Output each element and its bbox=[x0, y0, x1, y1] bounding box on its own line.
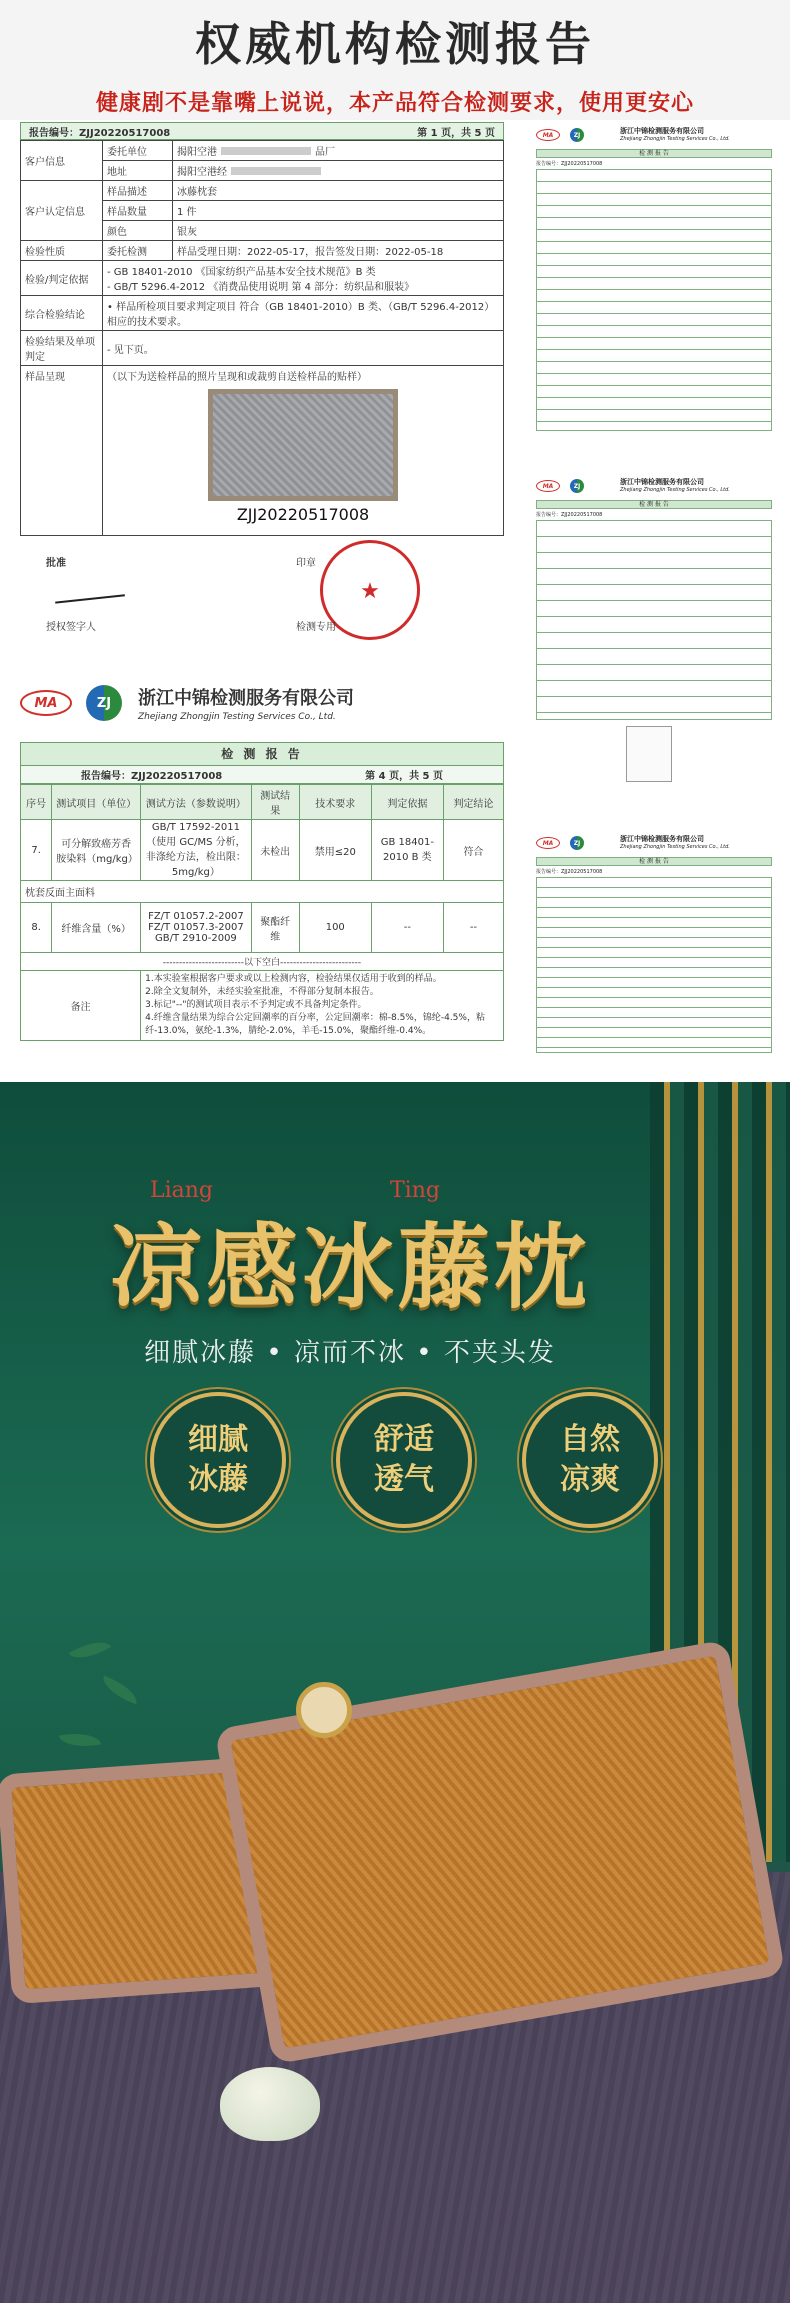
sample-desc-key: 样品描述 bbox=[103, 181, 173, 201]
remarks-row bbox=[21, 971, 504, 1041]
cell: FZ/T 01057.2-2007 FZ/T 01057.3-2007 GB/T 2910-2009 bbox=[141, 903, 252, 953]
mini-report-a bbox=[536, 124, 772, 444]
cell: 100 bbox=[299, 903, 371, 953]
sample-color-value: 银灰 bbox=[173, 221, 504, 241]
sample-color-key: 颜色 bbox=[103, 221, 173, 241]
leaf-decoration bbox=[59, 1729, 101, 1752]
mini-table bbox=[536, 169, 772, 431]
cma-logo-icon: MA bbox=[536, 837, 560, 849]
report-letterhead bbox=[20, 680, 504, 726]
section-label: 枕套反面主面料 bbox=[21, 881, 504, 903]
report-info-table bbox=[20, 140, 504, 536]
mini-report-no: 报告编号：ZJJ20220517008 bbox=[536, 161, 603, 167]
mini-report-no: 报告编号：ZJJ20220517008 bbox=[536, 512, 603, 518]
cell: GB/T 17592-2011（使用 GC/MS 分析，非涤纶方法，检出限：5mg/kg） bbox=[141, 820, 252, 881]
report-number: 报告编号：ZJJ20220517008 bbox=[29, 127, 171, 139]
page-subtitle: 健康剧不是靠嘴上说说，本产品符合检测要求，使用更安心 bbox=[95, 91, 694, 116]
mini-label-image bbox=[626, 726, 672, 782]
report-page-1 bbox=[20, 122, 504, 633]
leaf-decoration bbox=[69, 1633, 112, 1667]
col-header: 测试方法（参数说明） bbox=[141, 785, 252, 820]
dates: 样品受理日期：2022-05-17，报告签发日期：2022-05-18 bbox=[173, 241, 504, 261]
results-header-row bbox=[21, 785, 504, 820]
conclusion-text: • 样品所检项目要求判定项目 符合（GB 18401-2010）B 类、（GB/T 5296.4-2012）相应的技术要求。 bbox=[103, 296, 504, 331]
sample-cell bbox=[103, 366, 504, 536]
basis-label: 检验/判定依据 bbox=[21, 261, 103, 296]
address-key: 地址 bbox=[103, 161, 173, 181]
cma-logo-icon: MA bbox=[536, 129, 560, 141]
conclusion-label: 综合检验结论 bbox=[21, 296, 103, 331]
mini-letterhead bbox=[536, 124, 772, 146]
banner-title: 凉感冰藤枕 bbox=[109, 1214, 590, 1321]
mini-company: 浙江中锦检测服务有限公司 Zhejiang Zhongjin Testing Services Co., Ltd. bbox=[620, 835, 730, 850]
cell: 未检出 bbox=[251, 820, 299, 881]
report-band: 检 测 报 告 bbox=[20, 742, 504, 766]
mini-letterhead bbox=[536, 475, 772, 497]
client-info-label: 客户信息 bbox=[21, 141, 103, 181]
mini-band: 检 测 报 告 bbox=[536, 149, 772, 158]
mini-band: 检 测 报 告 bbox=[536, 857, 772, 866]
sample-desc-value: 冰藤枕套 bbox=[173, 181, 504, 201]
mini-report-b bbox=[536, 475, 772, 795]
mini-table bbox=[536, 877, 772, 1053]
page-title: 权威机构检测报告 bbox=[195, 17, 595, 71]
cell: 纤维含量（%） bbox=[52, 903, 141, 953]
page-count: 第 4 页，共 5 页 bbox=[365, 771, 443, 782]
remarks-label: 备注 bbox=[21, 971, 141, 1041]
product-banner bbox=[0, 1082, 790, 2303]
signer-label: 授权签字人 bbox=[46, 622, 96, 633]
cell: 聚酯纤维 bbox=[251, 903, 299, 953]
date-label: 检测专用 bbox=[296, 622, 336, 633]
sample-qty-value: 1 件 bbox=[173, 201, 504, 221]
mini-company: 浙江中锦检测服务有限公司 Zhejiang Zhongjin Testing Services Co., Ltd. bbox=[620, 127, 730, 142]
feature-badge: 细腻 冰藤 bbox=[150, 1392, 286, 1528]
table-row bbox=[21, 903, 504, 953]
cma-logo-icon: MA bbox=[20, 690, 72, 716]
sample-photo bbox=[208, 389, 398, 501]
handwritten-signature bbox=[53, 574, 125, 603]
zj-logo-icon: ZJ bbox=[86, 685, 122, 721]
mini-letterhead bbox=[536, 832, 772, 854]
company-name: 浙江中锦检测服务有限公司 Zhejiang Zhongjin Testing Services Co., Ltd. bbox=[138, 688, 354, 722]
approve-label: 批准 bbox=[46, 558, 66, 569]
cell: GB 18401-2010 B 类 bbox=[371, 820, 443, 881]
notes-text: - 见下页。 bbox=[103, 331, 504, 366]
blank-line: -------------------------以下空白------------------------- bbox=[21, 953, 504, 971]
sample-qty-key: 样品数量 bbox=[103, 201, 173, 221]
blank-row bbox=[21, 953, 504, 971]
col-header: 判定结论 bbox=[443, 785, 503, 820]
client-value: 揭阳空港 品厂 bbox=[173, 141, 504, 161]
zj-logo-icon: ZJ bbox=[570, 479, 584, 493]
cell: 符合 bbox=[443, 820, 503, 881]
mini-report-no: 报告编号：ZJJ20220517008 bbox=[536, 869, 603, 875]
address-value: 揭阳空港经 bbox=[173, 161, 504, 181]
pillow-emblem-icon bbox=[296, 1682, 352, 1738]
cell: -- bbox=[443, 903, 503, 953]
sample-note: （以下为送检样品的照片呈现和或裁剪自送检样品的贴样） bbox=[107, 372, 367, 383]
pinyin-liang: Liang bbox=[150, 1178, 214, 1203]
basis-text: - GB 18401-2010 《国家纺织产品基本安全技术规范》B 类 - GB/T 5296.4-2012 《消费品使用说明 第 4 部分：纺织品和服装》 bbox=[103, 261, 504, 296]
mini-table bbox=[536, 520, 772, 720]
remarks-text: 1.本实验室根据客户要求或以上检测内容，检验结果仅适用于收到的样品。 2.除全文复制外，未经实验室批准，不得部分复制本报告。 3.标记"--"的测试项目表示不予判定或不具备判定条件。 4.纤维含量结果为综合公定回潮率的百分率，公定回潮率：棉-8.5%，锦纶-4.5%，粘纤-13.0%，氨纶-1.3%，腈纶-2.0%，羊毛-15.0%，聚酯纤维-0.4%。 bbox=[141, 971, 504, 1041]
seal-label: 印章 bbox=[296, 558, 316, 569]
col-header: 判定依据 bbox=[371, 785, 443, 820]
mini-band: 检 测 报 告 bbox=[536, 500, 772, 509]
cell: 禁用≤20 bbox=[299, 820, 371, 881]
sample-label: 样品呈现 bbox=[21, 366, 103, 536]
section-row bbox=[21, 881, 504, 903]
nature-label: 检验性质 bbox=[21, 241, 103, 261]
nature-value: 委托检测 bbox=[103, 241, 173, 261]
sample-code: ZJJ20220517008 bbox=[236, 505, 370, 524]
feature-badge: 舒适 透气 bbox=[336, 1392, 472, 1528]
client-key: 委托单位 bbox=[103, 141, 173, 161]
col-header: 序号 bbox=[21, 785, 52, 820]
cell: -- bbox=[371, 903, 443, 953]
feature-badge: 自然 凉爽 bbox=[522, 1392, 658, 1528]
report-page-4 bbox=[20, 680, 504, 1070]
results-table bbox=[20, 784, 504, 1041]
mini-report-c bbox=[536, 832, 772, 1068]
report-sub-bar bbox=[20, 766, 504, 784]
leaf-decoration bbox=[98, 1676, 141, 1705]
pinyin-ting: Ting bbox=[390, 1178, 440, 1203]
header bbox=[0, 0, 790, 120]
zj-logo-icon: ZJ bbox=[570, 128, 584, 142]
col-header: 技术要求 bbox=[299, 785, 371, 820]
col-header: 测试项目（单位） bbox=[52, 785, 141, 820]
zj-logo-icon: ZJ bbox=[570, 836, 584, 850]
cell: 可分解致癌芳香胺染料（mg/kg） bbox=[52, 820, 141, 881]
sample-info-label: 客户认定信息 bbox=[21, 181, 103, 241]
page-count: 第 1 页，共 5 页 bbox=[417, 127, 495, 139]
col-header: 测试结果 bbox=[251, 785, 299, 820]
banner-subtitle: 细腻冰藤 • 凉而不冰 • 不夹头发 bbox=[144, 1338, 556, 1368]
teapot bbox=[220, 2067, 320, 2141]
report-number: 报告编号：ZJJ20220517008 bbox=[81, 771, 223, 782]
cma-logo-icon: MA bbox=[536, 480, 560, 492]
seal-star-icon: ★ bbox=[360, 579, 380, 604]
table-row bbox=[21, 820, 504, 881]
cell: 7. bbox=[21, 820, 52, 881]
report-number-bar bbox=[20, 122, 504, 140]
mini-company: 浙江中锦检测服务有限公司 Zhejiang Zhongjin Testing Services Co., Ltd. bbox=[620, 478, 730, 493]
notes-label: 检验结果及单项判定 bbox=[21, 331, 103, 366]
cell: 8. bbox=[21, 903, 52, 953]
